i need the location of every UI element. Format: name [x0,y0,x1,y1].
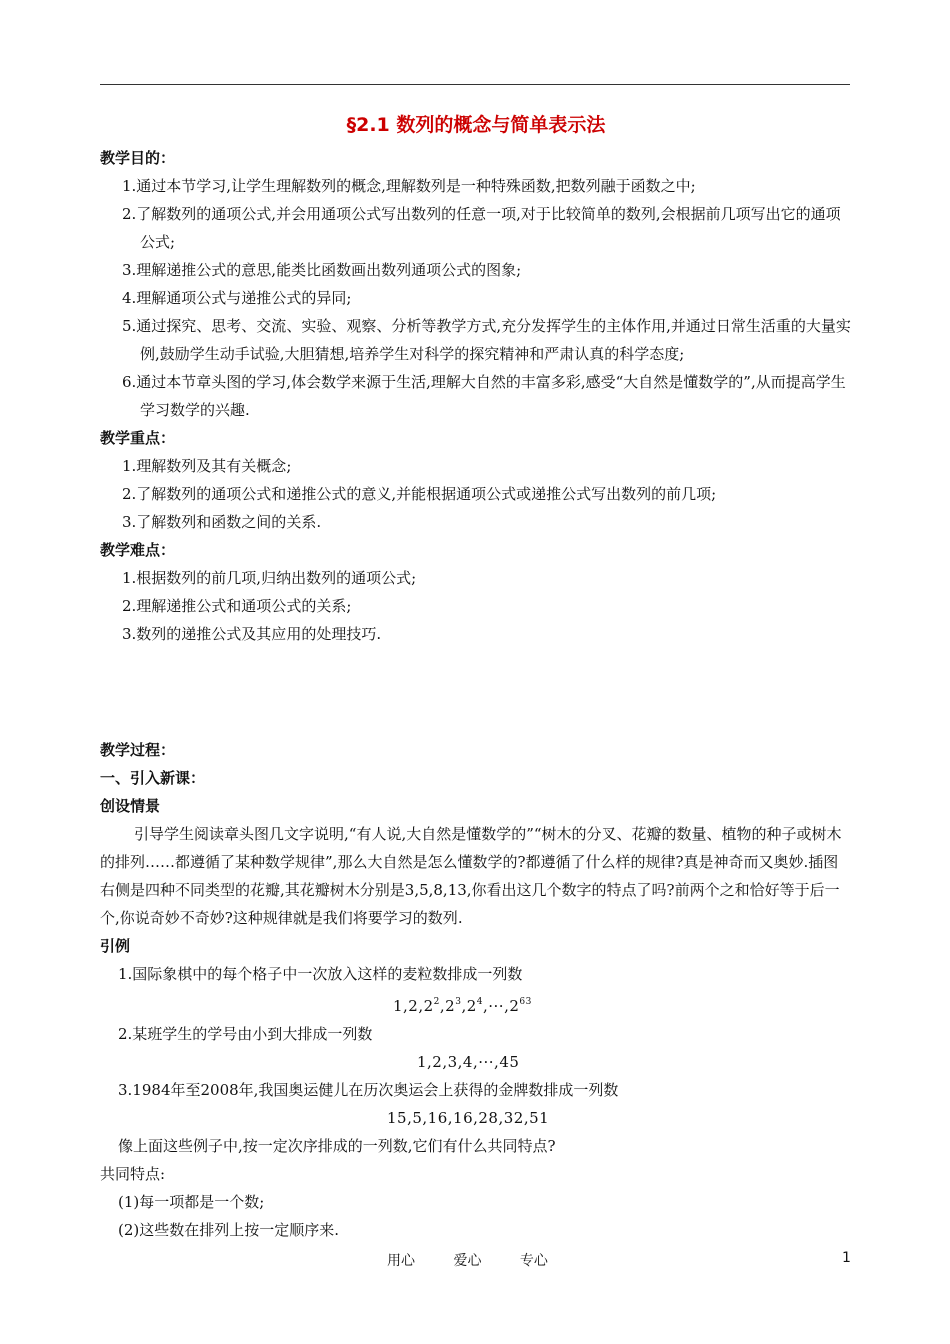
sequence-part: ,2 [461,997,477,1015]
list-item: 3.数列的递推公式及其应用的处理技巧. [122,625,382,643]
example-2-sequence: 1,2,3,4,···,45 [417,1053,520,1071]
exponent: 2 [433,997,440,1007]
section-heading: 一、引入新课： [100,769,206,787]
list-item: 1.通过本节学习,让学生理解数列的概念,理解数列是一种特殊函数,把数列融于函数之中; [122,177,696,195]
key-points-list [100,452,852,536]
question-paragraph: 像上面这些例子中,按一定次序排成的一列数,它们有什么共同特点? [118,1137,556,1155]
example-1-sequence [100,988,852,1020]
list-item: 2.了解数列的通项公式,并会用通项公式写出数列的任意一项,对于比较简单的数列,会根据前几项写出它的通项公式; [122,205,841,251]
list-item: 4.理解通项公式与递推公式的异同; [122,289,352,307]
exponent: 4 [476,997,483,1007]
list-item: 2.理解递推公式和通项公式的关系; [122,597,352,615]
objectives-heading: 教学目的： [100,149,176,167]
difficulties-heading: 教学难点： [100,541,176,559]
common-heading: 共同特点: [100,1165,166,1183]
list-item: 1.理解数列及其有关概念; [122,457,292,475]
exponent: 63 [519,997,532,1007]
footer-word: 爱心 [453,1253,482,1269]
sequence-part: 1,2,2 [393,997,434,1015]
footer-word: 用心 [387,1253,415,1269]
sequence-part: ,···,2 [483,997,520,1015]
list-item: 3.了解数列和函数之间的关系. [122,513,322,531]
scenario-paragraph: 引导学生阅读章头图几文字说明,“有人说,大自然是懂数学的”“树木的分叉、花瓣的数量、植物的种子或树木的排列……都遵循了某种数学规律”,那么大自然是怎么懂数学的?都遵循了什么样的规律?真是神奇而又奥妙.插图右侧是四种不同类型的花瓣,其花瓣树木分别是3,5,8,13,你看出这几个数字的特点了吗?前两个之和恰好等于后一个,你说奇妙不奇妙?这种规律就是我们将要学习的数列. [100,825,842,927]
list-item: 2.了解数列的通项公式和递推公式的意义,并能根据通项公式或递推公式写出数列的前几项; [122,485,717,503]
list-item: (1)每一项都是一个数; [118,1193,265,1211]
list-item: 6.通过本节章头图的学习,体会数学来源于生活,理解大自然的丰富多彩,感受“大自然是懂数学的”,从而提高学生学习数学的兴趣. [122,373,846,419]
difficulties-list [100,564,852,648]
list-item: 3.理解递推公式的意思,能类比函数画出数列通项公式的图象; [122,261,522,279]
scenario-heading: 创设情景 [100,797,161,815]
sequence-part: ,2 [439,997,456,1015]
header-rule [100,84,850,85]
objectives-list [100,172,852,424]
example-3-text: 3.1984年至2008年,我国奥运健儿在历次奥运会上获得的金牌数排成一列数 [118,1081,619,1099]
footer-word: 专心 [519,1253,548,1269]
page-title: §2.1 数列的概念与简单表示法 [346,114,606,136]
list-item: (2)这些数在排列上按一定顺序来. [118,1221,340,1239]
example-3-sequence: 15,5,16,16,28,32,51 [387,1109,550,1127]
exponent: 3 [455,997,462,1007]
spacer [100,648,852,736]
example-1-text: 1.国际象棋中的每个格子中一次放入这样的麦粒数排成一列数 [118,965,523,983]
list-item: 5.通过探究、思考、交流、实验、观察、分析等教学方式,充分发挥学生的主体作用,并通过日常生活重的大量实例,鼓励学生动手试验,大胆猜想,培养学生对科学的探究精神和严肃认真的科学态度; [122,317,851,363]
list-item: 1.根据数列的前几项,归纳出数列的通项公式; [122,569,417,587]
page-number: 1 [842,1250,851,1266]
key-points-heading: 教学重点： [100,429,176,447]
process-heading: 教学过程： [100,741,176,759]
example-2-text: 2.某班学生的学号由小到大排成一列数 [118,1025,373,1043]
document-body [100,110,852,1244]
examples-heading: 引例 [100,937,131,955]
footer-words [387,1250,582,1270]
